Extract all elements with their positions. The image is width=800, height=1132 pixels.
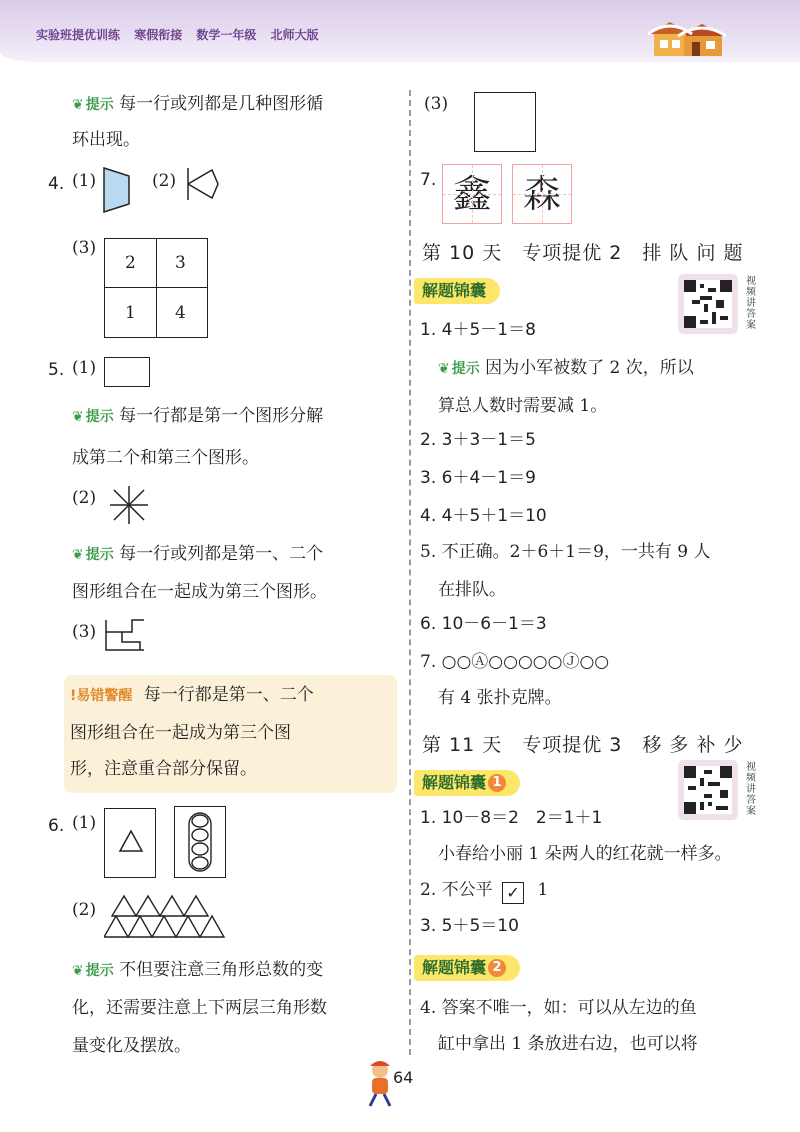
q5-part2-label: (2) [72, 488, 97, 508]
q6-part1-label: (1) [72, 813, 97, 833]
bow-shape [184, 166, 220, 202]
q4-part1-label: (1) [72, 171, 97, 191]
d10-answer-1: 1. 4＋5－1＝8 [420, 320, 536, 340]
trapezoid-shape [102, 166, 132, 214]
q4-part2-label: (2) [152, 171, 177, 191]
checkbox-checked: ✓ [502, 882, 524, 904]
tip-badge-1: 解题锦囊 1 [414, 770, 520, 796]
warning-icon: ! [70, 688, 77, 704]
question-6-number: 6. [48, 816, 65, 836]
grid-cell: 1 [125, 303, 136, 323]
triangle-rows-shape [104, 894, 254, 940]
character-box: 森 [512, 164, 572, 224]
hint-3: ❦ 提示 每一行或列都是第一、二个 [72, 544, 324, 564]
page-number: 64 [393, 1068, 414, 1087]
badge-number: 1 [488, 774, 506, 792]
d10-answer-2: 2. 3＋3－1＝5 [420, 430, 536, 450]
q5-part1-label: (1) [72, 358, 97, 378]
q4-part3-label: (3) [72, 238, 97, 258]
edition-name: 寒假衔接 [134, 28, 183, 42]
d11-answer-1-line2: 小春给小丽 1 朵两人的红花就一样多。 [438, 844, 732, 864]
hint-1-line2: 环出现。 [72, 130, 140, 150]
warning-line2: 图形组合在一起成为第三个图 [70, 723, 291, 743]
q6-part2-label: (2) [72, 900, 97, 920]
badge-number: 2 [488, 959, 506, 977]
tip-badge-2: 解题锦囊 2 [414, 955, 520, 981]
warning-line3: 形，注意重合部分保留。 [70, 759, 257, 779]
hint-4-line3: 量变化及摆放。 [72, 1036, 191, 1056]
warning-box [64, 675, 397, 793]
day11-title: 第 11 天 专项提优 3 移 多 补 少 [422, 734, 744, 756]
d10-answer-7-line2: 有 4 张扑克牌。 [438, 688, 562, 708]
d10-answer-5: 5. 不正确。2＋6＋1＝9，一共有 9 人 [420, 542, 711, 562]
question-7-number: 7. [420, 170, 437, 190]
number-grid [104, 238, 208, 338]
triangle-card [104, 808, 156, 878]
hint-1: ❦ 提示 每一行或列都是几种图形循 [72, 94, 324, 114]
hint-2: ❦ 提示 每一行都是第一个图形分解 [72, 406, 324, 426]
d11-answer-3: 3. 5＋5＝10 [420, 916, 519, 936]
qr-label: 视频讲答案 [746, 762, 756, 817]
hint-4: ❦ 提示 不但要注意三角形总数的变 [72, 960, 324, 980]
hint-2-line2: 成第二个和第三个图形。 [72, 448, 259, 468]
d11-answer-1: 1. 10－8＝2 2＝1＋1 [420, 808, 603, 828]
stacked-circles-shape [183, 811, 217, 873]
d10-answer-3: 3. 6＋4－1＝9 [420, 468, 536, 488]
house-icon [640, 18, 730, 58]
d10-answer-7: 7. ○○Ⓐ○○○○○Ⓙ○○ [420, 652, 610, 672]
d11-answer-4-line2: 缸中拿出 1 条放进右边，也可以将 [438, 1034, 698, 1054]
square-shape [474, 92, 536, 152]
subject-name: 数学一年级 [196, 28, 257, 42]
leaf-icon: ❦ [72, 409, 84, 425]
leaf-icon: ❦ [72, 963, 84, 979]
qr-code-icon [684, 280, 732, 328]
qr-code-icon [684, 766, 732, 814]
question-5-number: 5. [48, 360, 65, 380]
leaf-icon: ❦ [72, 97, 84, 113]
d10-hint: ❦ 提示 因为小军被数了 2 次，所以 [438, 358, 694, 378]
publisher-name: 北师大版 [270, 28, 319, 42]
day10-title: 第 10 天 专项提优 2 排 队 问 题 [422, 242, 744, 264]
question-4-number: 4. [48, 174, 65, 194]
circle-card [174, 806, 226, 878]
triangle-shape [118, 829, 144, 853]
d10-answer-4: 4. 4＋5＋1＝10 [420, 506, 547, 526]
d10-hint-line2: 算总人数时需要减 1。 [438, 396, 608, 416]
rectangle-shape [104, 357, 150, 387]
combined-shape [104, 618, 146, 652]
hint-4-line2: 化，还需要注意上下两层三角形数 [72, 998, 327, 1018]
hint-3-line2: 图形组合在一起成为第三个图形。 [72, 582, 327, 602]
d11-answer-2: 2. 不公平 ✓ 1 [420, 880, 549, 902]
page-header [0, 0, 800, 62]
qr-code[interactable] [678, 274, 738, 334]
star-lines-shape [108, 484, 150, 526]
warning-line1: !易错警醒 每一行都是第一、二个 [70, 685, 314, 705]
q5-part3-label: (3) [72, 622, 97, 642]
grid-cell: 4 [175, 303, 186, 323]
header-title [36, 26, 329, 43]
d11-answer-4: 4. 答案不唯一，如：可以从左边的鱼 [420, 998, 697, 1018]
grid-cell: 3 [175, 253, 186, 273]
d10-answer-6: 6. 10－6－1＝3 [420, 614, 547, 634]
leaf-icon: ❦ [72, 547, 84, 563]
tip-badge: 解题锦囊 [414, 278, 500, 304]
series-name: 实验班提优训练 [36, 28, 121, 42]
grid-cell: 2 [125, 253, 136, 273]
d10-answer-5-line2: 在排队。 [438, 580, 506, 600]
leaf-icon: ❦ [438, 361, 450, 377]
character-box: 鑫 [442, 164, 502, 224]
qr-label: 视频讲答案 [746, 276, 756, 331]
column-divider [409, 90, 411, 1055]
qr-code[interactable] [678, 760, 738, 820]
q6-part3-label: (3) [424, 94, 449, 114]
